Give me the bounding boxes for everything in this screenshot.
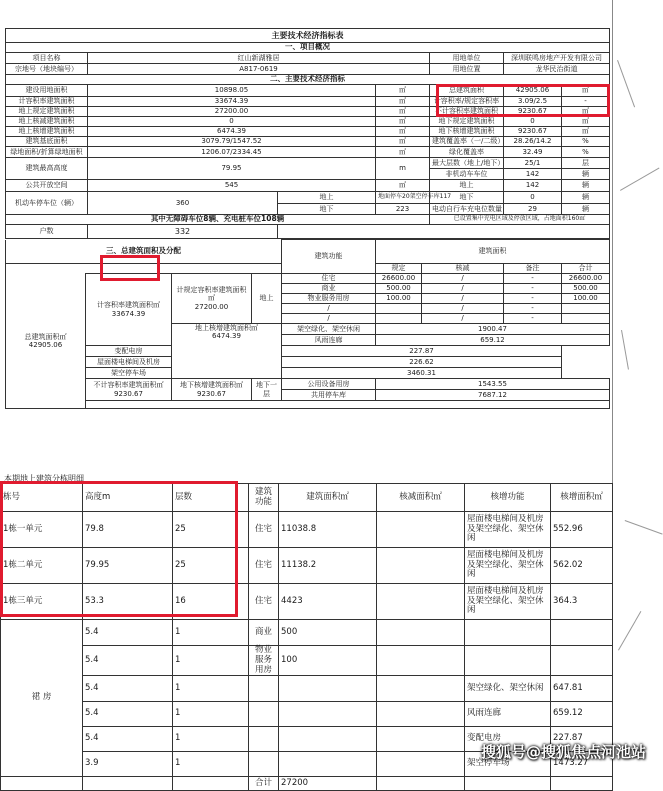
cell-value: 0 [504,192,562,204]
cell-label: 地下 [430,192,504,204]
func-cell: 物业服务用房 [282,294,376,304]
podium-height: 5.4 [83,727,173,752]
podium-func [249,676,279,702]
cell-value: 0 [504,117,562,127]
cell-label: 地上 [278,192,376,204]
podium-func: 商业 [249,620,279,646]
func-cell: 架空停车场 [86,368,172,379]
total-label: 合计 [249,777,279,791]
area-cell: 500.00 [562,284,610,294]
cell-value: 360 [88,192,278,215]
cell-value: 28.26/14.2 [504,137,562,147]
cell-value: 32.49 [504,147,562,158]
b1-label: 地下一层 [252,379,282,401]
cell-label: 项目名称 [6,53,88,64]
building-height: 53.3 [83,584,173,620]
cell-label: 建筑基底面积 [6,137,88,147]
cell-label: 地上核增建筑面积 [6,127,88,137]
watermark: 搜狐号@搜狐焦点河池站 [480,743,646,761]
table-row [1,702,613,727]
empty-cell [6,264,282,274]
func-cell: 架空绿化、架空休闲 [282,324,376,335]
households-value: 332 [88,225,278,239]
area-cell [376,314,422,324]
cell-unit: m [376,158,430,180]
podium-func [249,752,279,777]
under-area-cell [172,379,252,401]
map-line [621,330,629,370]
cell-value: 1206.07/2334.45 [88,147,376,158]
area-cell: 226.62 [282,357,562,368]
households-label: 户数 [6,225,88,239]
far-area-value: 33674.39 [111,309,146,318]
area-cell: 500.00 [376,284,422,294]
area-cell: / [422,294,504,304]
col-header: 核减 [422,264,504,274]
cell-label: 地下 [278,204,376,215]
col-header: 高度m [83,484,173,512]
podium-area [279,752,377,777]
empty-cell [86,401,610,409]
podium-inc-area: 1473.27 [551,752,613,777]
map-line [618,611,641,650]
cell-label: 建筑最高高度 [6,158,88,180]
cell-label: 地上规定建筑面积 [6,107,88,117]
podium-inc-area: 227.87 [551,727,613,752]
building-func: 住宅 [249,584,279,620]
podium-inc-func: 架空停车场 [465,752,551,777]
func-cell: 风雨连廊 [282,335,376,346]
cell-label: 电动自行车充电位数量 [430,204,504,215]
cell-value: 25/1 [504,158,562,169]
col-header: 核增功能 [465,484,551,512]
area-cell: 227.87 [282,346,562,357]
cell-value: 42905.06 [504,85,562,97]
parking-note: 其中无障碍车位8辆、充电桩车位108辆 [6,215,430,225]
cell-unit: ㎡ [562,127,610,137]
func-cell: 商业 [282,284,376,294]
podium-inc-area: 659.12 [551,702,613,727]
cell-label: 非机动车车位 [430,169,504,180]
cell-unit: % [562,147,610,158]
building-id: 1栋二单元 [1,548,83,584]
col-header: 层数 [173,484,249,512]
cell-label: 地上核减建筑面积 [6,117,88,127]
building-inc-area: 562.02 [551,548,613,584]
section-heading: 二、主要技术经济指标 [6,75,610,85]
empty-cell [551,777,613,791]
table-row [1,584,613,620]
building-inc-area: 552.96 [551,512,613,548]
podium-inc-func: 风雨连廊 [465,702,551,727]
cell-label: 用地单位 [430,53,504,64]
area-cell: 100.00 [376,294,422,304]
inc-area-cell [172,324,282,379]
cell-value: 0 [88,117,376,127]
podium-inc-area [551,646,613,676]
cell-label: 计容积率建筑面积 [6,97,88,107]
cell-unit: ㎡ [376,147,430,158]
area-cell: 26600.00 [562,274,610,284]
cell-value: A817-0619 [88,64,430,75]
allocation-table [5,239,610,409]
cell-unit: % [562,137,610,147]
cell-unit: ㎡ [376,127,430,137]
reg-area-value: 27200.00 [194,302,229,311]
map-line [617,60,635,107]
podium-label: 裙 房 [1,620,83,777]
cell-value: 545 [88,180,376,192]
podium-func: 物业服务用房 [249,646,279,676]
building-func: 住宅 [249,512,279,548]
building-reduce [377,512,465,548]
cell-unit: ㎡ [376,107,430,117]
podium-area: 500 [279,620,377,646]
cell-value: 6474.39 [88,127,376,137]
podium-height: 5.4 [83,676,173,702]
table-title: 主要技术经济指标表 [6,29,610,43]
empty-cell [173,777,249,791]
podium-area [279,727,377,752]
empty-cell [278,225,610,239]
cell-value: 9230.67 [504,127,562,137]
cell-value: 地面停车20架空停车库117 [376,192,430,204]
cell-label: 机动车停车位（辆） [6,192,88,215]
cell-value: 29 [504,204,562,215]
col-header: 规定 [376,264,422,274]
cell-unit: 层 [562,158,610,169]
col-header: 备注 [504,264,562,274]
cell-label: 最大层数（地上/地下） [430,158,504,169]
nonfar-area-value: 9230.67 [114,389,143,398]
inc-area-label: 地上核增建筑面积㎡ [195,324,258,332]
empty-cell [83,777,173,791]
col-header: 建筑面积 [376,240,610,264]
building-floors: 25 [173,512,249,548]
cell-label: 不计容积率建筑面积 [430,107,504,117]
podium-reduce [377,752,465,777]
col-header: 核减面积㎡ [377,484,465,512]
above-label: 地上 [252,274,282,324]
area-cell [562,314,610,324]
cell-value: 红山新湖雅居 [88,53,430,64]
cell-unit: ㎡ [562,117,610,127]
func-cell: 住宅 [282,274,376,284]
far-area-label: 计容积率建筑面积㎡ [97,301,160,310]
cell-value: 10898.05 [88,85,376,97]
total-area-value: 42905.06 [28,340,63,349]
cell-value: 142 [504,169,562,180]
podium-inc-func: 变配电房 [465,727,551,752]
table-row [1,646,613,676]
podium-floors: 1 [173,702,249,727]
area-cell [562,304,610,314]
map-line [620,168,659,191]
func-cell: / [282,304,376,314]
building-inc-func: 屋面楼电梯间及机房及架空绿化、架空休闲 [465,548,551,584]
indicator-table [5,28,610,239]
podium-area [279,676,377,702]
building-id: 1栋一单元 [1,512,83,548]
cell-unit: ㎡ [376,85,430,97]
cell-label: 用地位置 [430,64,504,75]
area-cell: 7687.12 [376,390,610,401]
col-header: 建筑功能 [249,484,279,512]
building-reduce [377,584,465,620]
building-section-title: 本期地上建筑分栋明细 [4,474,84,483]
far-area-cell [86,274,172,346]
cell-value: 龙华民治街道 [504,64,610,75]
func-cell: 共用停车库 [282,390,376,401]
podium-height: 5.4 [83,620,173,646]
table-row [1,676,613,702]
cell-label: 建设用地面积 [6,85,88,97]
area-cell: 659.12 [376,335,610,346]
func-cell: 屋面楼电梯间及机房 [86,357,172,368]
empty-cell [1,777,83,791]
under-area-label: 地下核增建筑面积㎡ [180,381,243,390]
area-cell: 3460.31 [282,368,562,379]
cell-label: 地下核增建筑面积 [430,127,504,137]
building-reduce [377,548,465,584]
section-heading: 三、总建筑面积及分配 [6,240,282,264]
area-cell: 1900.47 [376,324,610,335]
podium-floors: 1 [173,676,249,702]
podium-reduce [377,646,465,676]
building-area: 11038.8 [279,512,377,548]
func-cell: 变配电房 [86,346,172,357]
total-area-label: 总建筑面积㎡ [24,332,67,341]
cell-label: 地上 [430,180,504,192]
building-area: 4423 [279,584,377,620]
cell-label: 公共开放空间 [6,180,88,192]
empty-cell [377,777,465,791]
area-cell: / [422,274,504,284]
cell-label: 绿地面积/折算绿地面积 [6,147,88,158]
cell-unit: ㎡ [376,180,430,192]
col-header: 建筑面积㎡ [279,484,377,512]
podium-floors: 1 [173,752,249,777]
podium-height: 3.9 [83,752,173,777]
podium-height: 5.4 [83,702,173,727]
cell-unit: 辆 [562,169,610,180]
cell-value: 27200.00 [88,107,376,117]
podium-func [249,727,279,752]
podium-reduce [377,676,465,702]
area-cell: - [504,304,562,314]
area-cell [376,304,422,314]
podium-inc-area: 647.81 [551,676,613,702]
indicator-sheet [5,28,609,409]
table-row [1,512,613,548]
reg-area-label: 计规定容积率建筑面积㎡ [176,286,247,303]
col-header: 建筑功能 [282,240,376,274]
table-row [1,777,613,791]
area-cell: / [422,304,504,314]
building-height: 79.8 [83,512,173,548]
building-inc-area: 364.3 [551,584,613,620]
cell-value: 3079.79/1547.52 [88,137,376,147]
area-cell: - [504,314,562,324]
podium-reduce [377,620,465,646]
cell-unit: ㎡ [376,97,430,107]
cell-value: 223 [376,204,430,215]
cell-value: 9230.67 [504,107,562,117]
building-height: 79.95 [83,548,173,584]
table-row [1,620,613,646]
col-header: 合计 [562,264,610,274]
nonfar-area-label: 不计容积率建筑面积㎡ [93,381,164,390]
area-cell: - [504,274,562,284]
inc-area-value: 6474.39 [212,332,241,341]
cell-label: 总建筑面积 [430,85,504,97]
podium-floors: 1 [173,727,249,752]
area-cell: / [422,284,504,294]
area-cell: 100.00 [562,294,610,304]
parking-note-2: 已设置集中充电区域及停放区域，占地面积160㎡ [430,215,610,225]
empty-cell [465,777,551,791]
cell-value: 3.09/2.5 [504,97,562,107]
func-cell: / [282,314,376,324]
cell-unit: 辆 [562,192,610,204]
under-area-value: 9230.67 [197,389,226,398]
podium-inc-func: 架空绿化、架空休闲 [465,676,551,702]
podium-func [249,702,279,727]
section-heading: 一、项目概况 [6,43,610,53]
cell-label: 计容积率/规定容积率 [430,97,504,107]
area-cell: - [504,284,562,294]
total-area: 27200 [279,777,377,791]
area-cell: 26600.00 [376,274,422,284]
podium-area [279,702,377,727]
cell-label: 绿化覆盖率 [430,147,504,158]
cell-unit: ㎡ [562,85,610,97]
cell-unit: ㎡ [562,107,610,117]
podium-inc-func [465,620,551,646]
area-cell: 1543.55 [376,379,610,390]
cell-unit: 辆 [562,180,610,192]
podium-reduce [377,727,465,752]
podium-area: 100 [279,646,377,676]
total-area-cell [6,274,86,409]
nonfar-area-cell [86,379,172,401]
cell-value: 深圳联鸣房地产开发有限公司 [504,53,610,64]
col-header: 栋号 [1,484,83,512]
table-row [1,548,613,584]
area-cell: - [504,294,562,304]
podium-inc-area [551,620,613,646]
building-inc-func: 屋面楼电梯间及机房及架空绿化、架空休闲 [465,512,551,548]
reg-area-cell [172,274,252,324]
cell-value: 33674.39 [88,97,376,107]
podium-height: 5.4 [83,646,173,676]
cell-label: 地下规定建筑面积 [430,117,504,127]
podium-reduce [377,702,465,727]
building-floors: 16 [173,584,249,620]
area-cell: / [422,314,504,324]
podium-inc-func [465,646,551,676]
cell-unit: ㎡ [376,117,430,127]
cell-value: 142 [504,180,562,192]
cell-label: 建筑覆盖率（一/二级） [430,137,504,147]
cell-value: 79.95 [88,158,376,180]
building-inc-func: 屋面楼电梯间及机房及架空绿化、架空休闲 [465,584,551,620]
podium-floors: 1 [173,620,249,646]
podium-floors: 1 [173,646,249,676]
building-func: 住宅 [249,548,279,584]
col-header: 核增面积㎡ [551,484,613,512]
map-line [625,520,663,535]
cell-unit: - [562,97,610,107]
building-area: 11138.2 [279,548,377,584]
cell-unit: 辆 [562,204,610,215]
cell-label: 宗地号（地块编号） [6,64,88,75]
func-cell: 公用设备用房 [282,379,376,390]
building-floors: 25 [173,548,249,584]
cell-unit: ㎡ [376,137,430,147]
building-id: 1栋三单元 [1,584,83,620]
